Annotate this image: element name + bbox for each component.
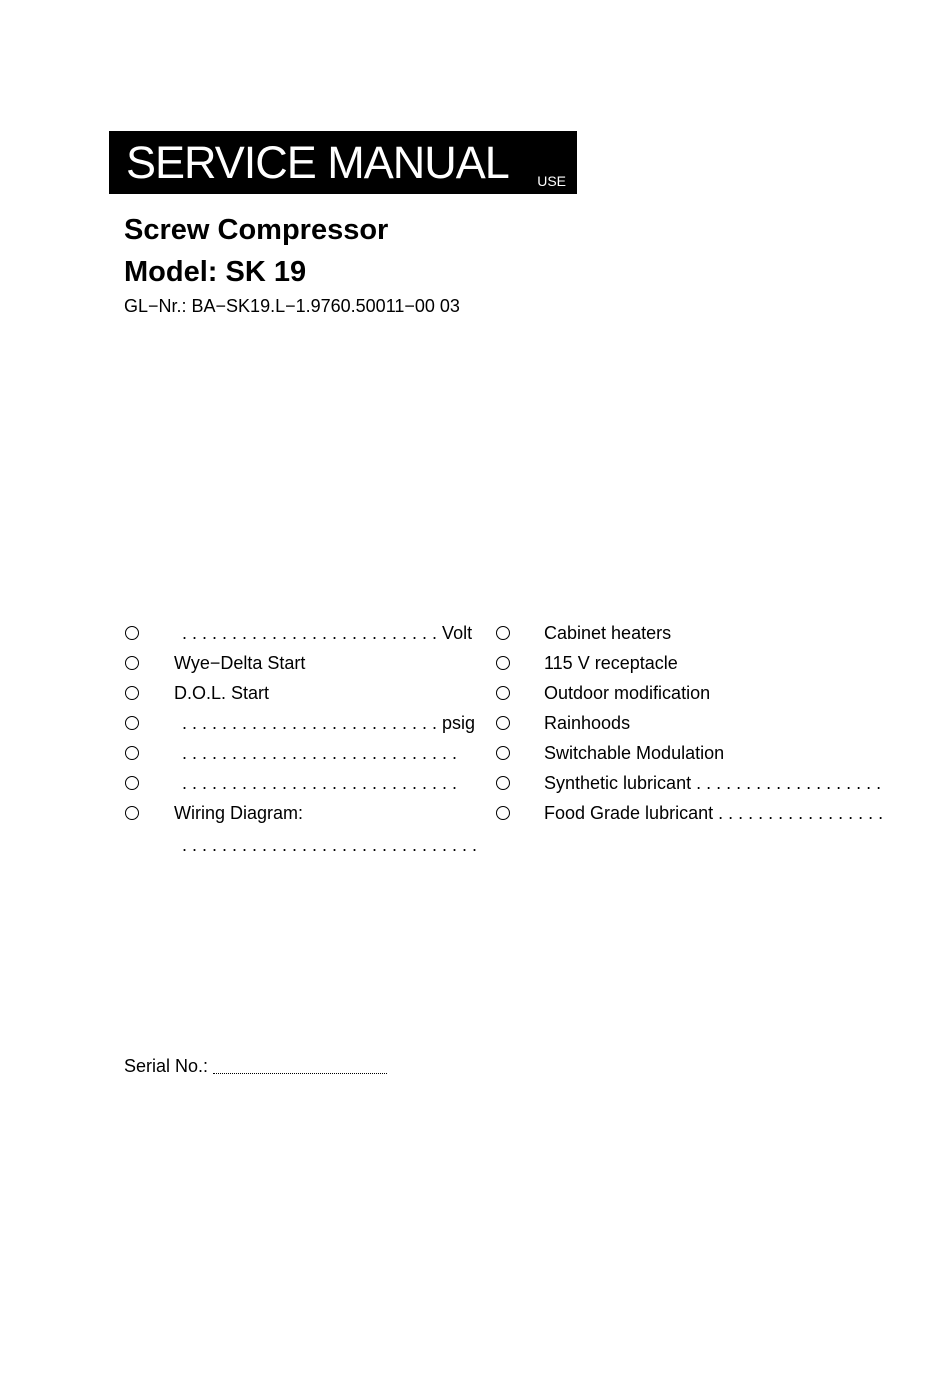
option-checkbox-outdoor-modification[interactable] [496, 686, 510, 700]
serial-number-label: Serial No.: [124, 1056, 209, 1076]
option-checkbox-wye-delta[interactable] [125, 656, 139, 670]
option-wye-delta-label: Wye−Delta Start [174, 653, 306, 673]
option-synthetic-lubricant-label: Synthetic lubricant . . . . . . . . . . . . . . . . . . . [544, 773, 882, 793]
serial-number-field[interactable] [213, 1073, 387, 1074]
wiring-diagram-dots: . . . . . . . . . . . . . . . . . . . . . . . . . . . . . . [182, 835, 478, 855]
option-115v-receptacle-label: 115 V receptacle [544, 653, 678, 673]
use-badge: USE [537, 173, 566, 189]
option-checkbox-volt[interactable] [125, 626, 139, 640]
option-checkbox-synthetic-lubricant[interactable] [496, 776, 510, 790]
product-type: Screw Compressor [124, 214, 389, 246]
option-checkbox-blank-2[interactable] [125, 776, 139, 790]
option-rainhoods-label: Rainhoods [544, 713, 631, 733]
option-blank-2-label: . . . . . . . . . . . . . . . . . . . . . . . . . . . . [182, 773, 458, 793]
option-checkbox-wiring-diagram[interactable] [125, 806, 139, 820]
option-checkbox-switchable-modulation[interactable] [496, 746, 510, 760]
option-checkbox-rainhoods[interactable] [496, 716, 510, 730]
option-checkbox-cabinet-heaters[interactable] [496, 626, 510, 640]
option-switchable-modulation-label: Switchable Modulation [544, 743, 725, 763]
option-checkbox-psig[interactable] [125, 716, 139, 730]
option-checkbox-115v-receptacle[interactable] [496, 656, 510, 670]
option-dol-label: D.O.L. Start [174, 683, 270, 703]
option-cabinet-heaters-label: Cabinet heaters [544, 623, 672, 643]
manual-title: SERVICE MANUAL [126, 137, 509, 188]
option-food-grade-lubricant-label: Food Grade lubricant . . . . . . . . . . . . . . . . . [544, 803, 884, 823]
option-psig-label: . . . . . . . . . . . . . . . . . . . . . . . . . . psig [182, 713, 476, 733]
title-banner [109, 131, 577, 194]
option-checkbox-food-grade-lubricant[interactable] [496, 806, 510, 820]
option-blank-1-label: . . . . . . . . . . . . . . . . . . . . . . . . . . . . [182, 743, 458, 763]
gl-number: GL−Nr.: BA−SK19.L−1.9760.50011−00 03 [124, 296, 460, 316]
model-name: Model: SK 19 [124, 256, 307, 288]
option-checkbox-blank-1[interactable] [125, 746, 139, 760]
option-checkbox-dol[interactable] [125, 686, 139, 700]
option-outdoor-modification-label: Outdoor modification [544, 683, 711, 703]
option-wiring-diagram-label: Wiring Diagram: [174, 803, 304, 823]
option-volt-label: . . . . . . . . . . . . . . . . . . . . . . . . . . Volt [182, 623, 473, 643]
